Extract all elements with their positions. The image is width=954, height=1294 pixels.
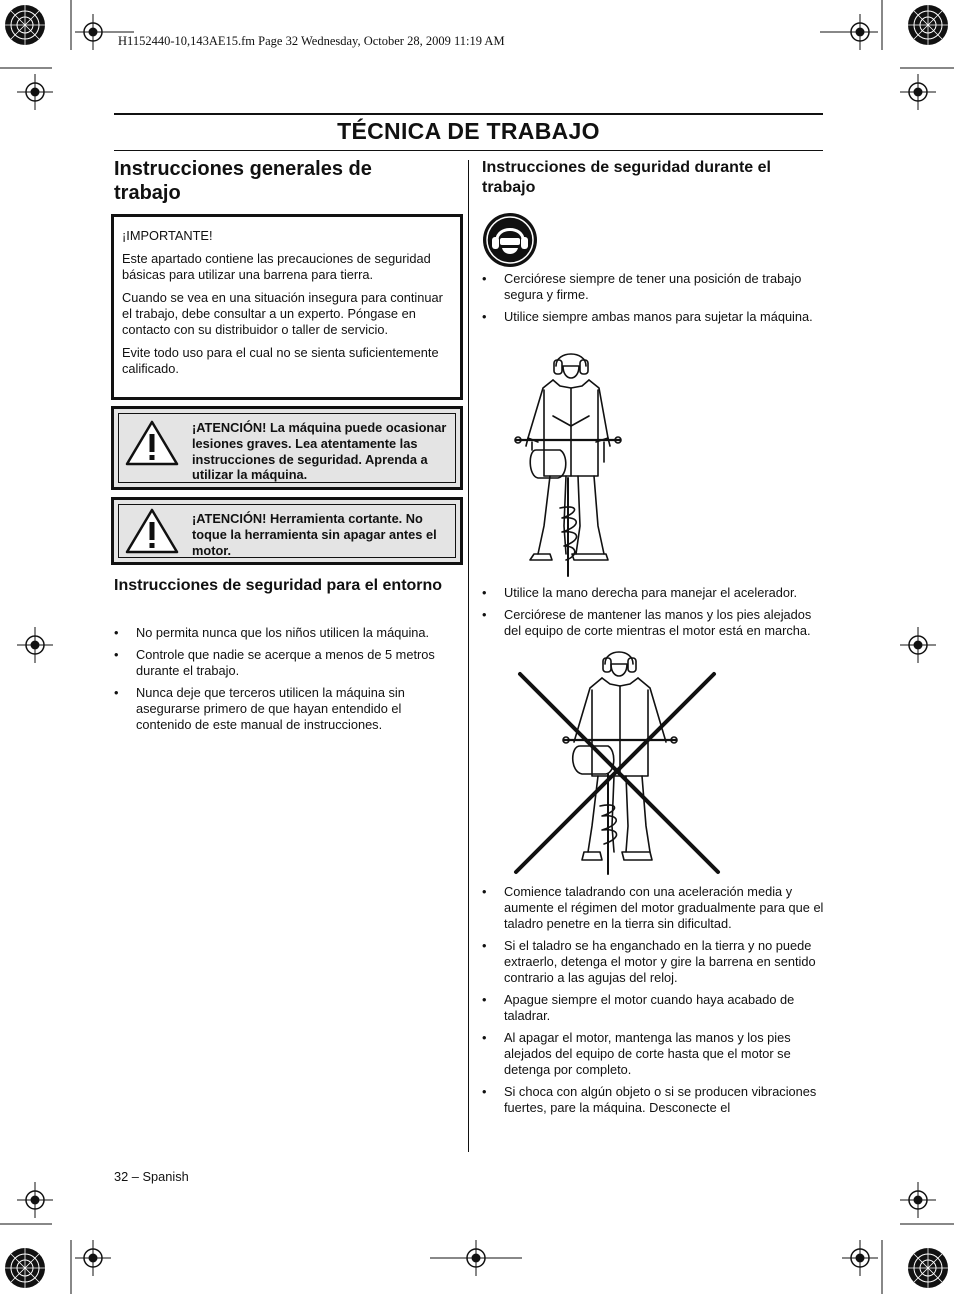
important-paragraph-1: Este apartado contiene las precauciones de seguridad básicas para utilizar una barrena para tierra.: [122, 251, 431, 282]
warning-triangle-icon: [125, 508, 179, 554]
important-paragraph-2: Cuando se vea en una situación insegura para continuar el trabajo, debe consultar a un experto. Póngase en contacto con su distribuidor o taller de servicio.: [122, 290, 443, 337]
list-item: • Cerciórese de mantener las manos y los pies alejados del equipo de corte mientras el motor está en marcha.: [482, 607, 826, 639]
work-safety-list-c: [482, 884, 826, 1122]
warning-text-1: ¡ATENCIÓN! La máquina puede ocasionar lesiones graves. Lea atentamente las instrucciones de seguridad. Aprenda a utilizar la máquina.: [192, 420, 447, 483]
warning-text-2: ¡ATENCIÓN! Herramienta cortante. No toque la herramienta sin apagar antes el motor.: [192, 511, 437, 558]
list-item: • Al apagar el motor, mantenga las manos y los pies alejados del equipo de corte hasta que el motor se detenga por completo.: [482, 1030, 826, 1078]
protective-gear-icon: [482, 212, 540, 270]
list-item: • Si choca con algún objeto o si se producen vibraciones fuertes, pare la máquina. Desconecte el: [482, 1084, 826, 1116]
warning-box-1: [111, 406, 463, 490]
section-title-work-safety: Instrucciones de seguridad durante el trabajo: [482, 159, 771, 196]
list-item: • Comience taladrando con una aceleración media y aumente el régimen del motor gradualmente para que el taladro penetre en la tierra sin dificultad.: [482, 884, 826, 932]
page-title: TÉCNICA DE TRABAJO: [337, 118, 600, 144]
incorrect-operating-position-illustration: [510, 646, 724, 876]
list-item: • Cerciórese siempre de tener una posición de trabajo segura y firme.: [482, 271, 826, 303]
important-notice-box: [111, 214, 463, 400]
title-top-rule: [114, 113, 823, 115]
list-item: • Si el taladro se ha enganchado en la tierra y no puede extraerlo, detenga el motor y gire la barrena en sentido contrario a las agujas del reloj.: [482, 938, 826, 986]
list-item: • No permita nunca que los niños utilicen la máquina.: [114, 625, 460, 641]
file-info-header: H1152440-10,143AE15.fm Page 32 Wednesday, October 28, 2009 11:19 AM: [118, 34, 505, 48]
important-label: ¡IMPORTANTE!: [122, 228, 213, 243]
important-paragraph-3: Evite todo uso para el cual no se sienta suficientemente calificado.: [122, 345, 439, 376]
environment-list: [114, 625, 460, 739]
page-footer: 32 – Spanish: [114, 1169, 189, 1184]
warning-triangle-icon: [125, 420, 179, 466]
correct-operating-position-illustration: [508, 346, 628, 578]
list-item: • Utilice la mano derecha para manejar el acelerador.: [482, 585, 826, 601]
work-safety-list-b: [482, 585, 826, 645]
list-item: • Controle que nadie se acerque a menos de 5 metros durante el trabajo.: [114, 647, 460, 679]
warning-box-2: [111, 497, 463, 565]
column-divider: [468, 160, 469, 1152]
work-safety-list-a: [482, 271, 826, 331]
section-title-general: Instrucciones generales de trabajo: [114, 158, 372, 204]
section-title-environment: Instrucciones de seguridad para el entorno: [114, 577, 443, 594]
title-bottom-rule: [114, 150, 823, 151]
list-item: • Nunca deje que terceros utilicen la máquina sin asegurarse primero de que hayan entendido el contenido de este manual de instrucciones.: [114, 685, 460, 733]
list-item: • Apague siempre el motor cuando haya acabado de taladrar.: [482, 992, 826, 1024]
list-item: • Utilice siempre ambas manos para sujetar la máquina.: [482, 309, 826, 325]
